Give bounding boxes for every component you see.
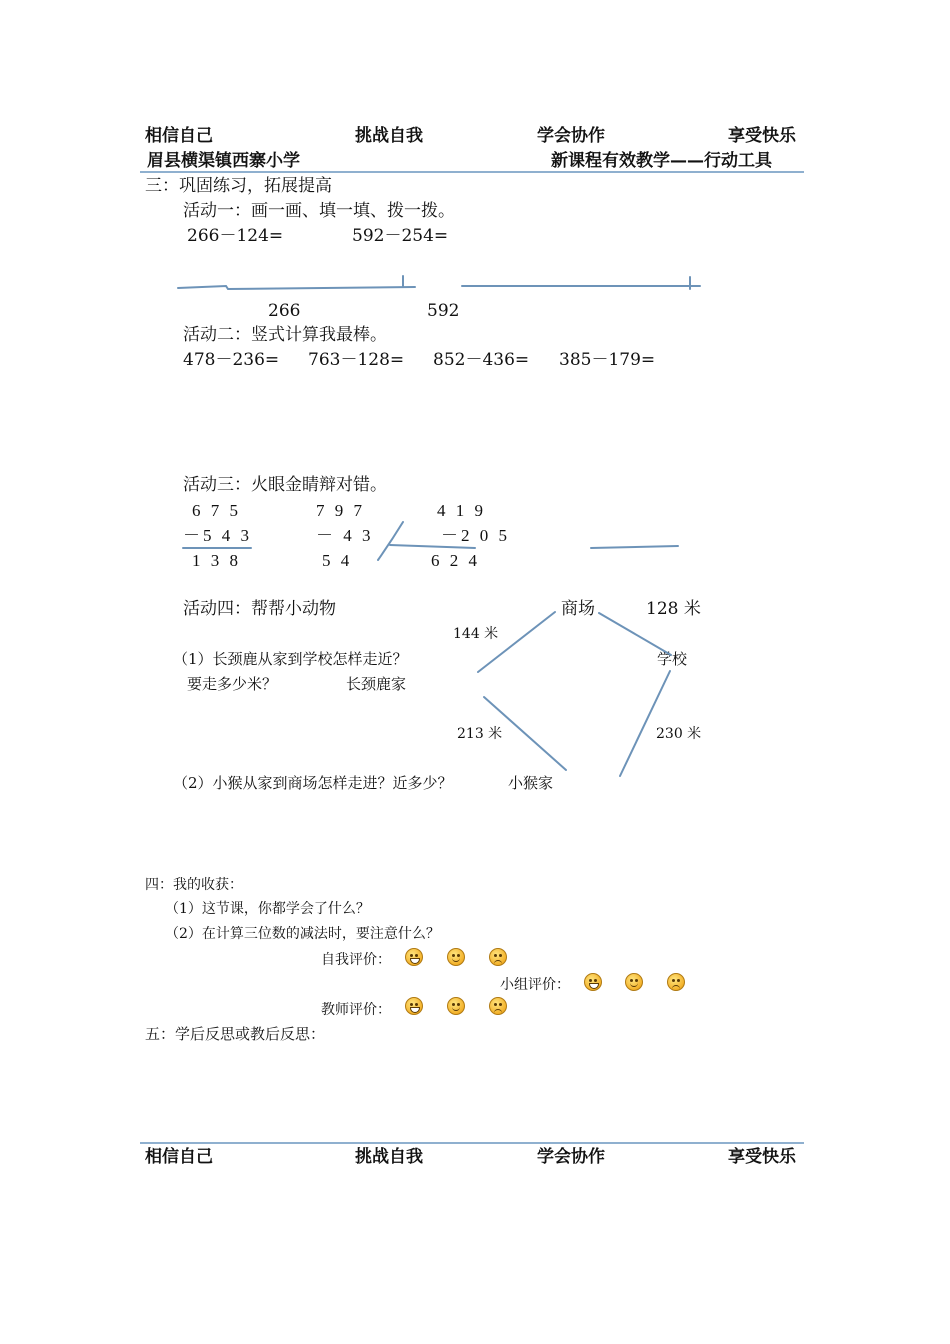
activity1-eq1: 266－124= — [187, 226, 284, 246]
activity2-eq2: 763－128= — [308, 350, 405, 370]
number-line-266 — [178, 286, 415, 289]
map-giraffe-home: 长颈鹿家 — [346, 675, 407, 693]
problem3-sub: －2 0 5 — [441, 526, 510, 545]
problem2-top: 7 9 7 — [316, 501, 365, 520]
grin-face-icon[interactable] — [405, 997, 423, 1015]
footer-motto-1: 相信自己 — [145, 1147, 213, 1167]
group-eval-label: 小组评价： — [500, 977, 570, 993]
school-name: 眉县横渠镇西寨小学 — [147, 151, 300, 171]
path-giraffe-mall — [478, 612, 555, 672]
smile-face-icon[interactable] — [625, 973, 643, 991]
footer-motto-2: 挑战自我 — [355, 1147, 423, 1167]
problem3-mark-line — [390, 545, 475, 548]
header-motto-2: 挑战自我 — [355, 126, 423, 146]
problem1-top: 6 7 5 — [192, 501, 241, 520]
activity4-q2: （2）小猴从家到商场怎样走进？近多少？ — [173, 774, 453, 792]
activity4-q1b: 要走多少米？ — [187, 675, 278, 693]
activity4-q1: （1）长颈鹿从家到学校怎样走近？ — [173, 650, 408, 668]
footer-motto-4: 享受快乐 — [728, 1147, 796, 1167]
distance-213: 213 米 — [457, 726, 503, 742]
section3-title: 三：巩固练习，拓展提高 — [145, 176, 332, 196]
header-motto-4: 享受快乐 — [728, 126, 796, 146]
problem2-result: 5 4 — [322, 551, 353, 570]
problem3-result: 6 2 4 — [431, 551, 480, 570]
teacher-eval-label: 教师评价： — [321, 1002, 391, 1018]
section4-q2: （2）在计算三位数的减法时，要注意什么？ — [165, 926, 440, 942]
activity2-eq3: 852－436= — [433, 350, 530, 370]
path-school-monkey — [620, 671, 670, 776]
section4-title: 四：我的收获： — [145, 877, 243, 893]
activity1-eq2: 592－254= — [352, 226, 449, 246]
map-school: 学校 — [657, 650, 688, 668]
number-line-label-1: 266 — [268, 301, 301, 321]
path-giraffe-monkey — [484, 697, 566, 770]
footer-motto-3: 学会协作 — [537, 1147, 605, 1167]
problem1-sub: －5 4 3 — [183, 526, 252, 545]
problem2-sub: － 4 3 — [316, 526, 374, 545]
distance-144: 144 米 — [453, 626, 499, 642]
extra-mark-line — [591, 546, 678, 548]
header-motto-3: 学会协作 — [537, 126, 605, 146]
activity2-eq1: 478－236= — [183, 350, 280, 370]
map-mall: 商场 — [561, 599, 595, 619]
distance-128: 128 米 — [646, 599, 701, 619]
hand-mark-line — [378, 522, 403, 560]
self-eval-label: 自我评价： — [321, 952, 391, 968]
grin-face-icon[interactable] — [405, 948, 423, 966]
sad-face-icon[interactable] — [489, 948, 507, 966]
grin-face-icon[interactable] — [584, 973, 602, 991]
activity2-eq4: 385－179= — [559, 350, 656, 370]
section4-q1: （1）这节课，你都学会了什么？ — [165, 901, 370, 917]
activity1-title: 活动一：画一画、填一填、拨一拨。 — [183, 201, 455, 221]
path-mall-school — [599, 613, 671, 655]
activity4-title: 活动四：帮帮小动物 — [183, 599, 336, 619]
map-monkey-home: 小猴家 — [508, 774, 554, 792]
activity2-title: 活动二：竖式计算我最棒。 — [183, 325, 387, 345]
problem1-result: 1 3 8 — [192, 551, 241, 570]
section5-title: 五：学后反思或教后反思： — [145, 1025, 326, 1043]
header-motto-1: 相信自己 — [145, 126, 213, 146]
footer-rule — [140, 1142, 804, 1144]
sad-face-icon[interactable] — [667, 973, 685, 991]
number-line-label-2: 592 — [427, 301, 460, 321]
program-name: 新课程有效教学——行动工具 — [551, 151, 772, 171]
smile-face-icon[interactable] — [447, 997, 465, 1015]
sad-face-icon[interactable] — [489, 997, 507, 1015]
distance-230: 230 米 — [656, 726, 702, 742]
smile-face-icon[interactable] — [447, 948, 465, 966]
problem3-top: 4 1 9 — [437, 501, 486, 520]
activity3-title: 活动三：火眼金睛辩对错。 — [183, 475, 387, 495]
